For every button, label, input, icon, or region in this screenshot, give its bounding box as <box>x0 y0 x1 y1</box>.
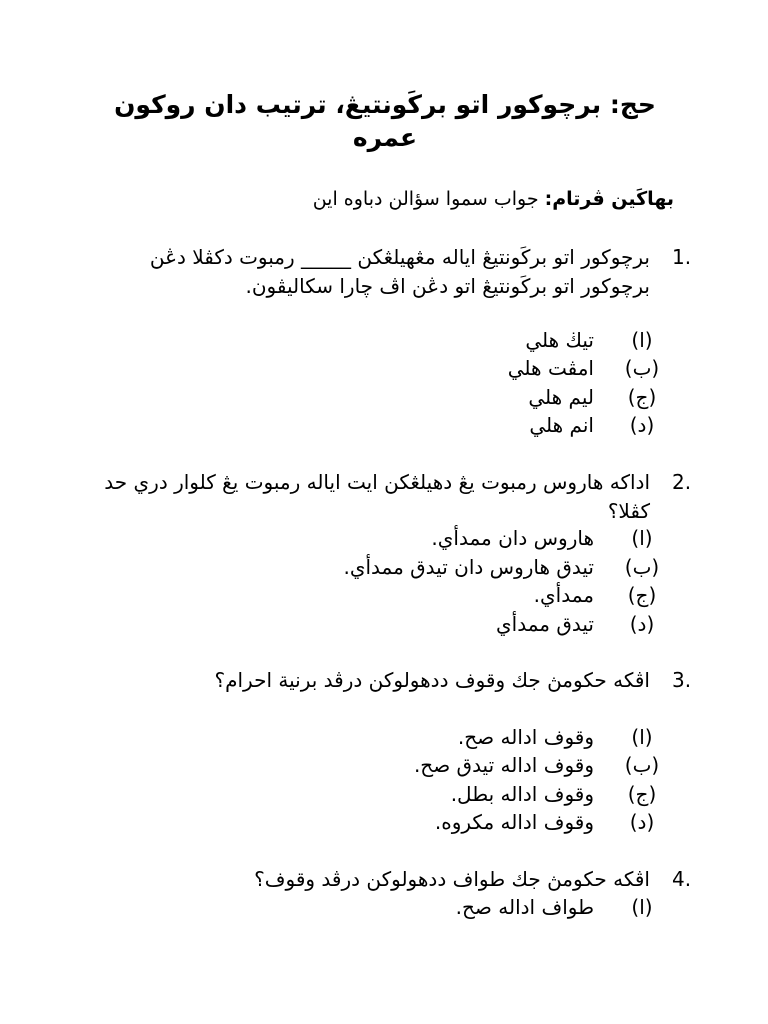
question-number: 1. <box>672 245 692 269</box>
option-label: (ب) <box>624 555 660 579</box>
question-number: 4. <box>672 867 692 891</box>
option-text: امڤت هلي <box>507 356 594 380</box>
option-label: (ا) <box>631 895 653 919</box>
option-label: (ج) <box>627 583 657 607</box>
option-label: (د) <box>629 612 655 636</box>
page-title: حج: برچوكور اتو برکَونتيڠ، ترتيب دان روكون عمره <box>114 90 656 152</box>
instruction-text: جواب سموا سؤالن دباوه اين <box>312 188 545 210</box>
option-label: (ا) <box>631 328 653 352</box>
option <box>68 893 768 922</box>
option-text: ليم هلي <box>528 385 594 409</box>
option-label: (ا) <box>631 526 653 550</box>
option-text: تيدق ممدأي <box>496 612 594 636</box>
option <box>68 780 768 809</box>
option <box>68 383 768 412</box>
option <box>68 553 768 582</box>
option-label: (ب) <box>624 753 660 777</box>
option-label: (ج) <box>627 782 657 806</box>
option-text: هاروس دان ممدأي. <box>431 526 594 550</box>
option-label: (د) <box>629 413 655 437</box>
option <box>68 723 768 752</box>
question-text: اڤكه حكومڽ جك طواف ددهولوكن درڤد وقوف؟ <box>254 867 650 891</box>
option-text: تيدق هاروس دان تيدق ممدأي. <box>343 555 594 579</box>
option <box>68 610 768 639</box>
option <box>68 326 768 355</box>
option <box>68 581 768 610</box>
option-text: طواف اداله صح. <box>455 895 594 919</box>
option-label: (ا) <box>631 725 653 749</box>
question-text: اڤكه حكومڽ جك وقوف ددهولوكن درڤد برنية احرام؟ <box>214 668 650 692</box>
option-text: وقوف اداله صح. <box>457 725 594 749</box>
question-number: 3. <box>672 668 692 692</box>
option-text: انم هلي <box>529 413 594 437</box>
option <box>68 354 768 383</box>
option-text: وقوف اداله تيدق صح. <box>413 753 594 777</box>
option-label: (ب) <box>624 356 660 380</box>
option-text: وقوف اداله مكروه. <box>434 810 594 834</box>
option-text: تيڬ هلي <box>525 328 594 352</box>
question-text: برچوكور اتو برکَونتيڠ اياله مڠهيلڠكن _____ رمبوت دکڤلا دڠن برچوكور اتو برکَونتيڠ اتو دڠن اڤ چارا سكاليڤون. <box>149 245 650 298</box>
question-number: 2. <box>672 470 692 494</box>
instruction-label: بهاکَين ڤرتام: <box>544 188 674 210</box>
option <box>68 524 768 553</box>
option <box>68 808 768 837</box>
option-text: ممدأي. <box>533 583 594 607</box>
option-label: (د) <box>629 810 655 834</box>
option-text: وقوف اداله بطل. <box>450 782 594 806</box>
question-text: اداكه هاروس رمبوت يڠ دهيلڠكن ايت اياله رمبوت يڠ كلوار دري حد كڤلا؟ <box>104 470 650 523</box>
option-label: (ج) <box>627 385 657 409</box>
option <box>68 751 768 780</box>
option <box>68 411 768 440</box>
instruction <box>313 184 674 214</box>
